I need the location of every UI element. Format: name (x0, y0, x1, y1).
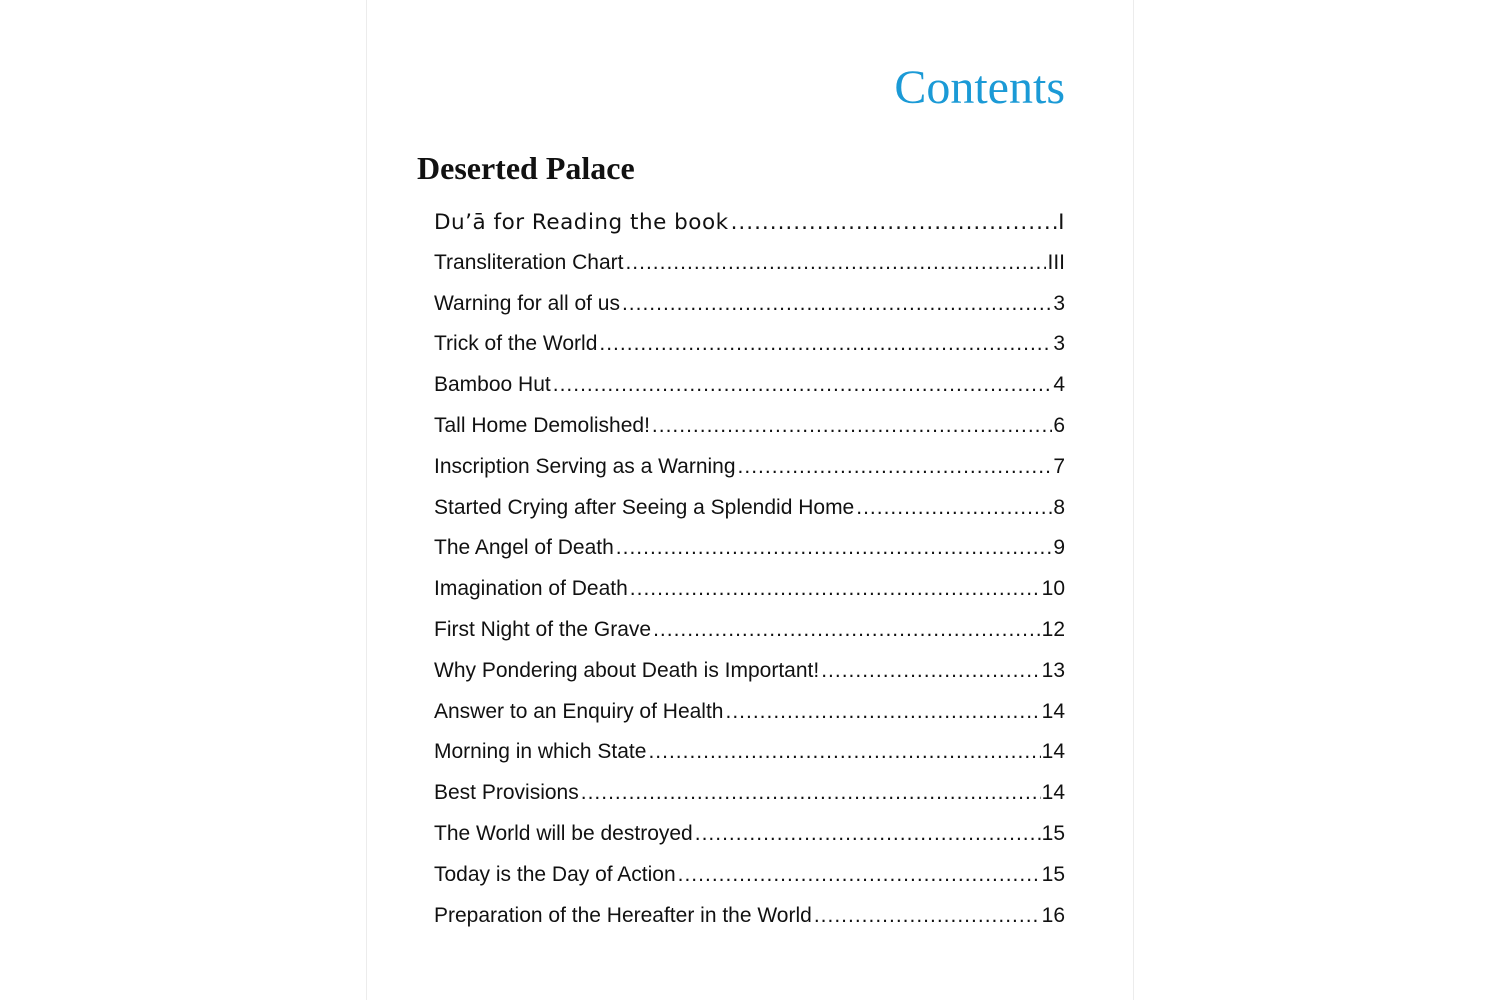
toc-entry-page: 6 (1053, 413, 1065, 437)
toc-entry-page: 15 (1041, 821, 1065, 845)
toc-entry-title: First Night of the Grave (434, 617, 652, 641)
toc-entry-title: Tall Home Demolished! (434, 413, 650, 437)
toc-entry (434, 373, 1065, 414)
toc-entry-page: 15 (1041, 862, 1065, 886)
toc-entry (434, 781, 1065, 822)
toc-entry-title: Bamboo Hut (434, 373, 551, 397)
document-page (366, 0, 1134, 1000)
toc-leader-dots (814, 904, 1041, 928)
toc-entry-page: 16 (1041, 903, 1065, 927)
toc-entry-title: The Angel of Death (434, 536, 614, 560)
toc-entry-title: Best Provisions (434, 781, 579, 805)
toc-entry-page: I (1058, 210, 1065, 235)
toc-entry (434, 292, 1065, 333)
toc-entry-title: Preparation of the Hereafter in the World (434, 903, 812, 927)
toc-entry (434, 536, 1065, 577)
toc-leader-dots (821, 659, 1040, 683)
toc-entry (434, 659, 1065, 700)
toc-entry (434, 904, 1065, 945)
contents-heading: Contents (894, 61, 1065, 114)
toc-leader-dots (652, 414, 1052, 438)
toc-leader-dots (726, 700, 1041, 724)
toc-entry-page: III (1047, 250, 1065, 274)
toc-entry (434, 251, 1065, 292)
toc-leader-dots (695, 822, 1041, 846)
toc-leader-dots (648, 740, 1040, 764)
toc-entry-title: Answer to an Enquiry of Health (434, 699, 724, 723)
toc-entry-page: 12 (1041, 617, 1065, 641)
section-title: Deserted Palace (417, 150, 635, 186)
toc-leader-dots (553, 373, 1053, 397)
toc-entry-page: 4 (1053, 373, 1065, 397)
toc-leader-dots (599, 332, 1052, 356)
toc-entry (434, 618, 1065, 659)
toc-entry-page: 7 (1053, 454, 1065, 478)
toc-entry (434, 414, 1065, 455)
toc-entry-title: Imagination of Death (434, 577, 628, 601)
toc-entry (434, 332, 1065, 373)
toc-entry (434, 740, 1065, 781)
toc-entry-title: Today is the Day of Action (434, 862, 676, 886)
toc-entry-page: 10 (1041, 577, 1065, 601)
toc-entry-title: Trick of the World (434, 332, 598, 356)
toc-entry-title: Inscription Serving as a Warning (434, 454, 736, 478)
toc-leader-dots (678, 863, 1041, 887)
toc-leader-dots (622, 292, 1052, 316)
toc-leader-dots (616, 536, 1053, 560)
toc-entry (434, 496, 1065, 537)
toc-leader-dots (625, 251, 1046, 275)
toc-entry-title: Warning for all of us (434, 291, 620, 315)
toc-entry (434, 210, 1065, 251)
toc-entry-title: Started Crying after Seeing a Splendid Home (434, 495, 855, 519)
toc-entry (434, 455, 1065, 496)
toc-leader-dots (738, 455, 1053, 479)
toc-entry (434, 822, 1065, 863)
toc-entry-title: Du’ā for Reading the book (434, 210, 729, 235)
toc-entry (434, 577, 1065, 618)
toc-leader-dots (581, 781, 1041, 805)
toc-entry-page: 8 (1053, 495, 1065, 519)
table-of-contents (434, 210, 1065, 944)
toc-entry-page: 3 (1053, 291, 1065, 315)
toc-leader-dots (653, 618, 1041, 642)
toc-entry-page: 13 (1041, 658, 1065, 682)
toc-leader-dots (856, 496, 1052, 520)
toc-entry-title: Morning in which State (434, 740, 647, 764)
toc-entry (434, 700, 1065, 741)
toc-entry-page: 3 (1053, 332, 1065, 356)
toc-entry (434, 863, 1065, 904)
toc-entry-title: Transliteration Chart (434, 250, 624, 274)
toc-leader-dots (731, 210, 1058, 235)
toc-entry-page: 14 (1041, 781, 1065, 805)
toc-entry-page: 9 (1053, 536, 1065, 560)
toc-entry-page: 14 (1041, 740, 1065, 764)
toc-entry-page: 14 (1041, 699, 1065, 723)
toc-entry-title: Why Pondering about Death is Important! (434, 658, 820, 682)
toc-leader-dots (630, 577, 1041, 601)
toc-entry-title: The World will be destroyed (434, 821, 693, 845)
